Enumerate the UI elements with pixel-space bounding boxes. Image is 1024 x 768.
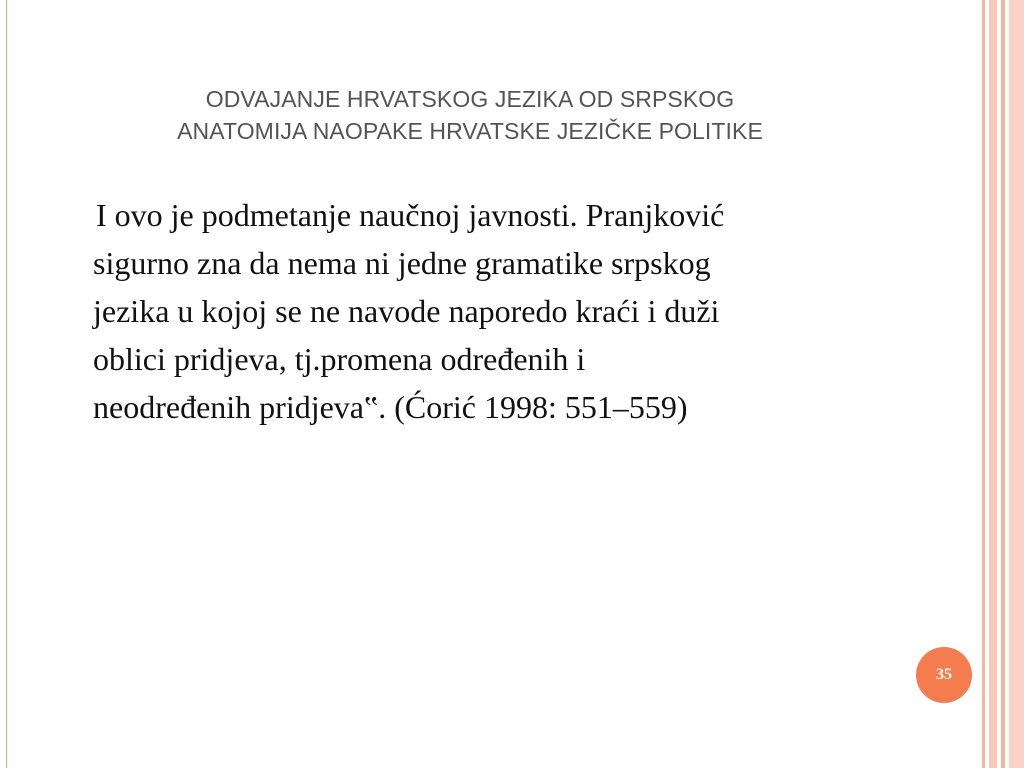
title-line-2: ANATOMIJA NAOPAKE HRVATSKE JEZIČKE POLITIKE [177,118,763,144]
stripe-1 [982,0,985,768]
stripe-3 [1001,0,1005,768]
slide-body [93,191,893,431]
stripe-2 [989,0,997,768]
slide-title [50,83,890,147]
body-line-2: sigurno zna da nema ni jedne gramatike srpskog [93,245,711,281]
body-line-4: oblici pridjeva, tj.promena određenih i [93,341,586,377]
page-number-badge [916,647,972,703]
body-line-5: neodređenih pridjeva‟. (Ćorić 1998: 551–559) [93,389,688,425]
right-decorative-stripes [982,0,1024,768]
stripe-4 [1009,0,1024,768]
body-line-3: jezika u kojoj se ne navode naporedo kraći i duži [93,293,720,329]
title-line-1: ODVAJANJE HRVATSKOG JEZIKA OD SRPSKOG [205,86,735,112]
left-border-line [6,0,7,768]
body-line-1: I ovo je podmetanje naučnoj javnosti. Pranjković [96,197,725,233]
page-number: 35 [936,666,952,683]
